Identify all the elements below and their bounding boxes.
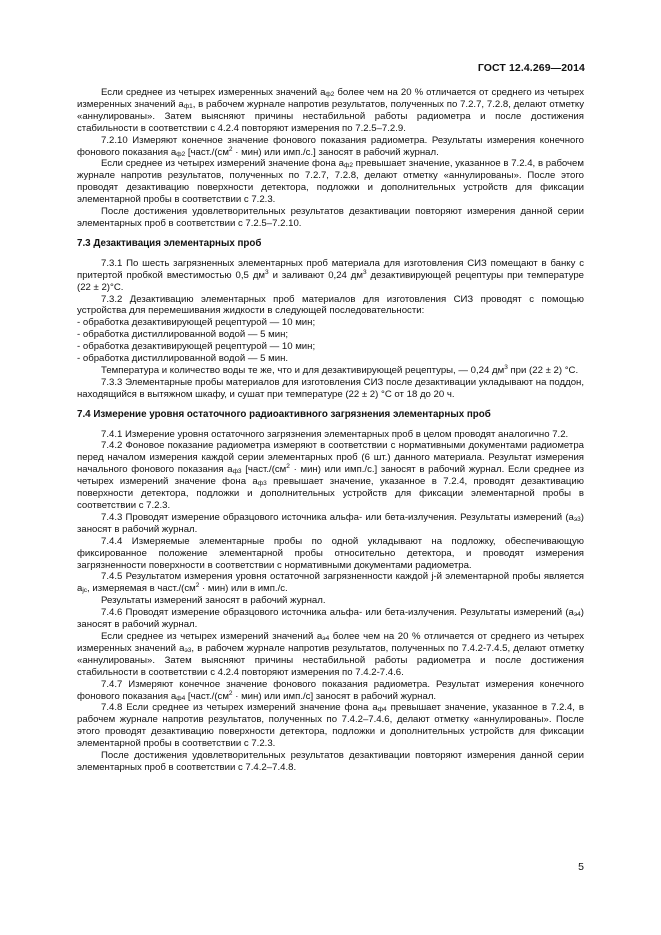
list-item: - обработка дезактивирующей рецептурой — 10 мин; (77, 317, 316, 329)
paragraph: После достижения удовлетворительных результатов дезактивации повторяют измерения данной серии элементарных проб в соответствии с 7.4.2–7.4.8. (77, 750, 584, 773)
paragraph: 7.3.1 По шесть загрязненных элементарных проб материала для изготовления СИЗ помещают в банку с притертой пробкой вместимостью 0,5 $дм^3$ и заливают 0,24 $дм^3$ дезактивирующей рецептуры при температуре (22 ± 2)°С. (77, 257, 584, 293)
section-7-3 (77, 238, 584, 401)
paragraph: 7.2.10 Измеряют конечное значение фонового показания радиометра. Результаты измерения конечного фонового показания $a_{ф2}$ [$част./(см^2 \cdot мин)$ или имп./с.] заносят в рабочий журнал. (77, 134, 584, 158)
page-content (77, 87, 584, 774)
paragraph: 7.4.5 Результатом измерения уровня остаточной загрязненности каждой j-й элементарной пробы является $a_{jc}$, измеряемая в $част./(см^2 \cdot мин)$ или в имп./с. (77, 571, 584, 595)
standard-header: ГОСТ 12.4.269—2014 (477, 62, 585, 74)
paragraph: Если среднее из четырех измеренных значений $a_{ф2}$ более чем на 20 % отличается от среднего из четырех измеренных значений $a_{ф1}$, в рабочем журнале напротив результатов, полученных по 7.2.7, 7.2.8, делают отметку «аннулированы». Затем выясняют причины нестабильной работы радиометра и после достижения стабильности в соответствии с 4.2.4 повторяют измерения по 7.2.5–7.2.9. (77, 87, 584, 134)
page-number: 5 (578, 861, 584, 873)
list-item: - обработка дистиллированной водой — 5 мин. (77, 353, 289, 365)
paragraph: 7.4.6 Проводят измерение образцового источника альфа- или бета-излучения. Результаты измерений $(a_{э4})$ заносят в рабочий журнал. (77, 607, 584, 631)
paragraph: 7.3.3 Элементарные пробы материалов для изготовления СИЗ после дезактивации укладывают на поддон, находящийся в вытяжном шкафу, и сушат при температуре (22 ± 2) °С от 18 до 20 ч. (77, 376, 584, 400)
list-item: - обработка дистиллированной водой — 5 мин; (77, 329, 289, 341)
paragraph: Результаты измерений заносят в рабочий журнал. (101, 595, 326, 607)
paragraph: После достижения удовлетворительных результатов дезактивации повторяют измерения данной серии элементарных проб в соответствии с 7.2.5–7.2.10. (77, 206, 584, 229)
paragraph: 7.4.2 Фоновое показание радиометра измеряют в соответствии с нормативными документами радиометра перед началом измерения каждой серии элементарных проб (6 шт.) данного материала. Результат измерения начального фонового показания $a_{ф3}$ [$част./(см^2 \cdot мин)$ или имп./с.] заносят в рабочий журнал. Если среднее из четырех измерений значение фона $a_{ф3}$ превышает значение, указанное в 7.2.4, проводят дезактивацию поверхности детектора, подложки и дополнительных устройств для фиксации элементарной пробы в соответствии с 7.2.3. (77, 440, 584, 511)
paragraph: Температура и количество воды те же, что и для дезактивирующей рецептуры, — 0,24 $дм^3$ при (22 ± 2) °С. (101, 363, 579, 376)
paragraph: Если среднее из четырех измерений значений $a_{э4}$ более чем на 20 % отличается от среднего из четырех измеренных значений $a_{э3}$, в рабочем журнале напротив результатов, полученных по 7.4.2-7.4.5, делают отметку «аннулированы». Затем выясняют причины нестабильной работы радиометра и после достижения стабильности в соответствии с 4.2.4 повторяют измерения по 7.4.2-7.4.6. (77, 630, 584, 678)
paragraph: 7.4.4 Измеряемые элементарные пробы по одной укладывают на подложку, обеспечивающую фиксированное положение элементарной пробы относительно детектора, и проводят измерения загрязненности поверхности в соответствии с нормативными документами радиометра. (77, 535, 584, 571)
section-heading: 7.4 Измерение уровня остаточного радиоактивного загрязнения элементарных проб (77, 408, 491, 420)
paragraph: 7.4.7 Измеряют конечное значение фонового показания радиометра. Результат измерения конечного фонового показания $a_{ф4}$ [$част./(см^2 \cdot мин)$ или имп./с] заносят в рабочий журнал. (77, 678, 584, 702)
paragraph: 7.3.2 Дезактивацию элементарных проб материалов для изготовления СИЗ проводят с помощью устройства для перемешивания жидкости в следующей последовательности: (77, 293, 584, 317)
paragraph: 7.4.8 Если среднее из четырех измерений значение фона $a_{ф4}$ превышает значение, указанное в 7.2.4, в рабочем журнале напротив результатов, полученных по 7.4.2–7.4.6, делают отметку «аннулированы». После этого проводят дезактивацию поверхности детектора, подложки и дополнительных устройств для фиксации элементарной пробы в соответствии с 7.2.3. (77, 702, 584, 750)
section-7-2-continued (77, 87, 584, 230)
paragraph: 7.4.1 Измерение уровня остаточного загрязнения элементарных проб в целом проводят аналогично 7.2. (101, 428, 569, 440)
list-item: - обработка дезактивирующей рецептурой — 10 мин; (77, 341, 316, 353)
section-7-4 (77, 409, 584, 774)
section-heading: 7.3 Дезактивация элементарных проб (77, 237, 262, 249)
paragraph: 7.4.3 Проводят измерение образцового источника альфа- или бета-излучения. Результаты измерений $(a_{э3})$ заносят в рабочий журнал. (77, 511, 584, 535)
paragraph: Если среднее из четырех измерений значение фона $a_{ф2}$ превышает значение, указанное в 7.2.4, в рабочем журнале напротив результатов, полученных по 7.2.7, 7.2.8, делают отметку «аннулированы». После этого проводят дезактивацию поверхности детектора, подложки и дополнительных устройств для фиксации элементарной пробы в соответствии с 7.2.3. (77, 158, 584, 206)
